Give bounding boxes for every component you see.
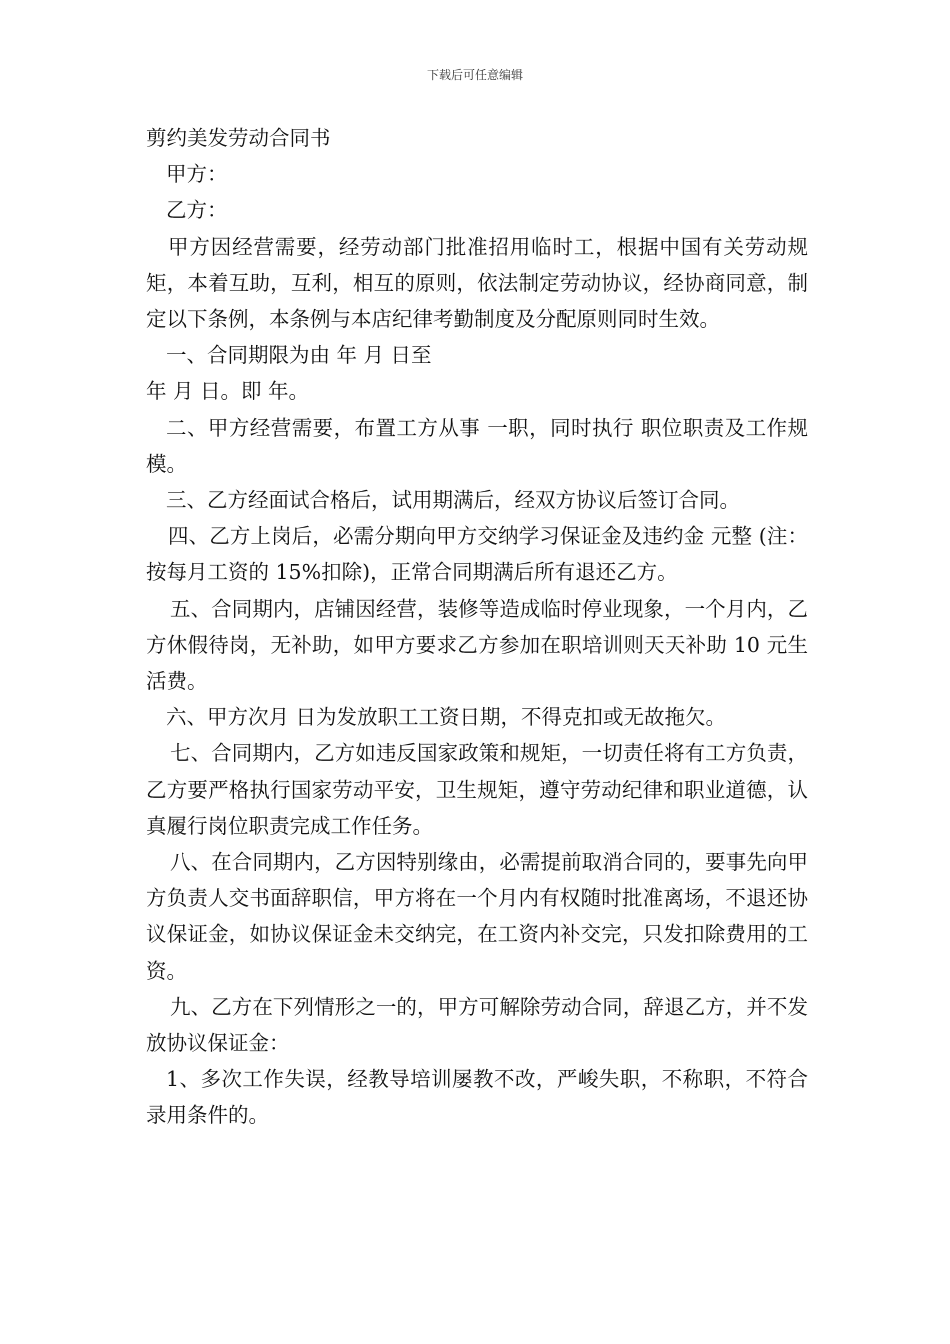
party-a-line: 甲方： [166, 162, 228, 187]
paragraph: 二、甲方经营需要，布置工方从事 一职，同时执行 职位职责及工作规模。 [146, 415, 808, 476]
paragraph: 一、合同期限为由 年 月 日至 [166, 343, 432, 368]
paragraph: 三、乙方经面试合格后，试用期满后，经双方协议后签订合同。 [166, 488, 740, 513]
paragraph: 五、合同期内，店铺因经营，装修等造成临时停业现象，一个月内，乙方休假待岗，无补助，如甲方要求乙方参加在职培训则天天补助 10 元生活费。 [146, 596, 808, 694]
paragraph: 六、甲方次月 日为发放职工工资日期，不得克扣或无故拖欠。 [166, 705, 727, 730]
paragraph: 九、乙方在下列情形之一的，甲方可解除劳动合同，辞退乙方，并不发放协议保证金： [146, 994, 808, 1056]
document-body [146, 120, 808, 1134]
header-note: 下载后可任意编辑 [426, 68, 523, 82]
paragraph: 年 月 日。即 年。 [146, 379, 310, 404]
document-title: 剪约美发劳动合同书 [146, 126, 331, 150]
paragraph: 甲方因经营需要，经劳动部门批准招用临时工，根据中国有关劳动规矩，本着互助，互利，相互的原则，依法制定劳动协议，经协商同意，制定以下条例，本条例与本店纪律考勤制度及分配原则同时生效。 [146, 234, 808, 332]
paragraph: 1、多次工作失误，经教导培训屡教不改，严峻失职，不称职，不符合录用条件的。 [146, 1067, 808, 1128]
paragraph: 四、乙方上岗后，必需分期向甲方交纳学习保证金及违约金 元整 (注：按每月工资的 15%扣除)，正常合同期满后所有退还乙方。 [146, 524, 808, 585]
paragraph: 八、在合同期内，乙方因特别缘由，必需提前取消合同的，要事先向甲方负责人交书面辞职信，甲方将在一个月内有权随时批准离场，不退还协议保证金，如协议保证金未交纳完，在工资内补交完，只发扣除费用的工资。 [146, 850, 808, 983]
paragraph: 七、合同期内，乙方如违反国家政策和规矩，一切责任将有工方负责，乙方要严格执行国家劳动平安，卫生规矩，遵守劳动纪律和职业道德，认真履行岗位职责完成工作任务。 [146, 741, 808, 838]
party-b-line: 乙方： [166, 198, 228, 223]
